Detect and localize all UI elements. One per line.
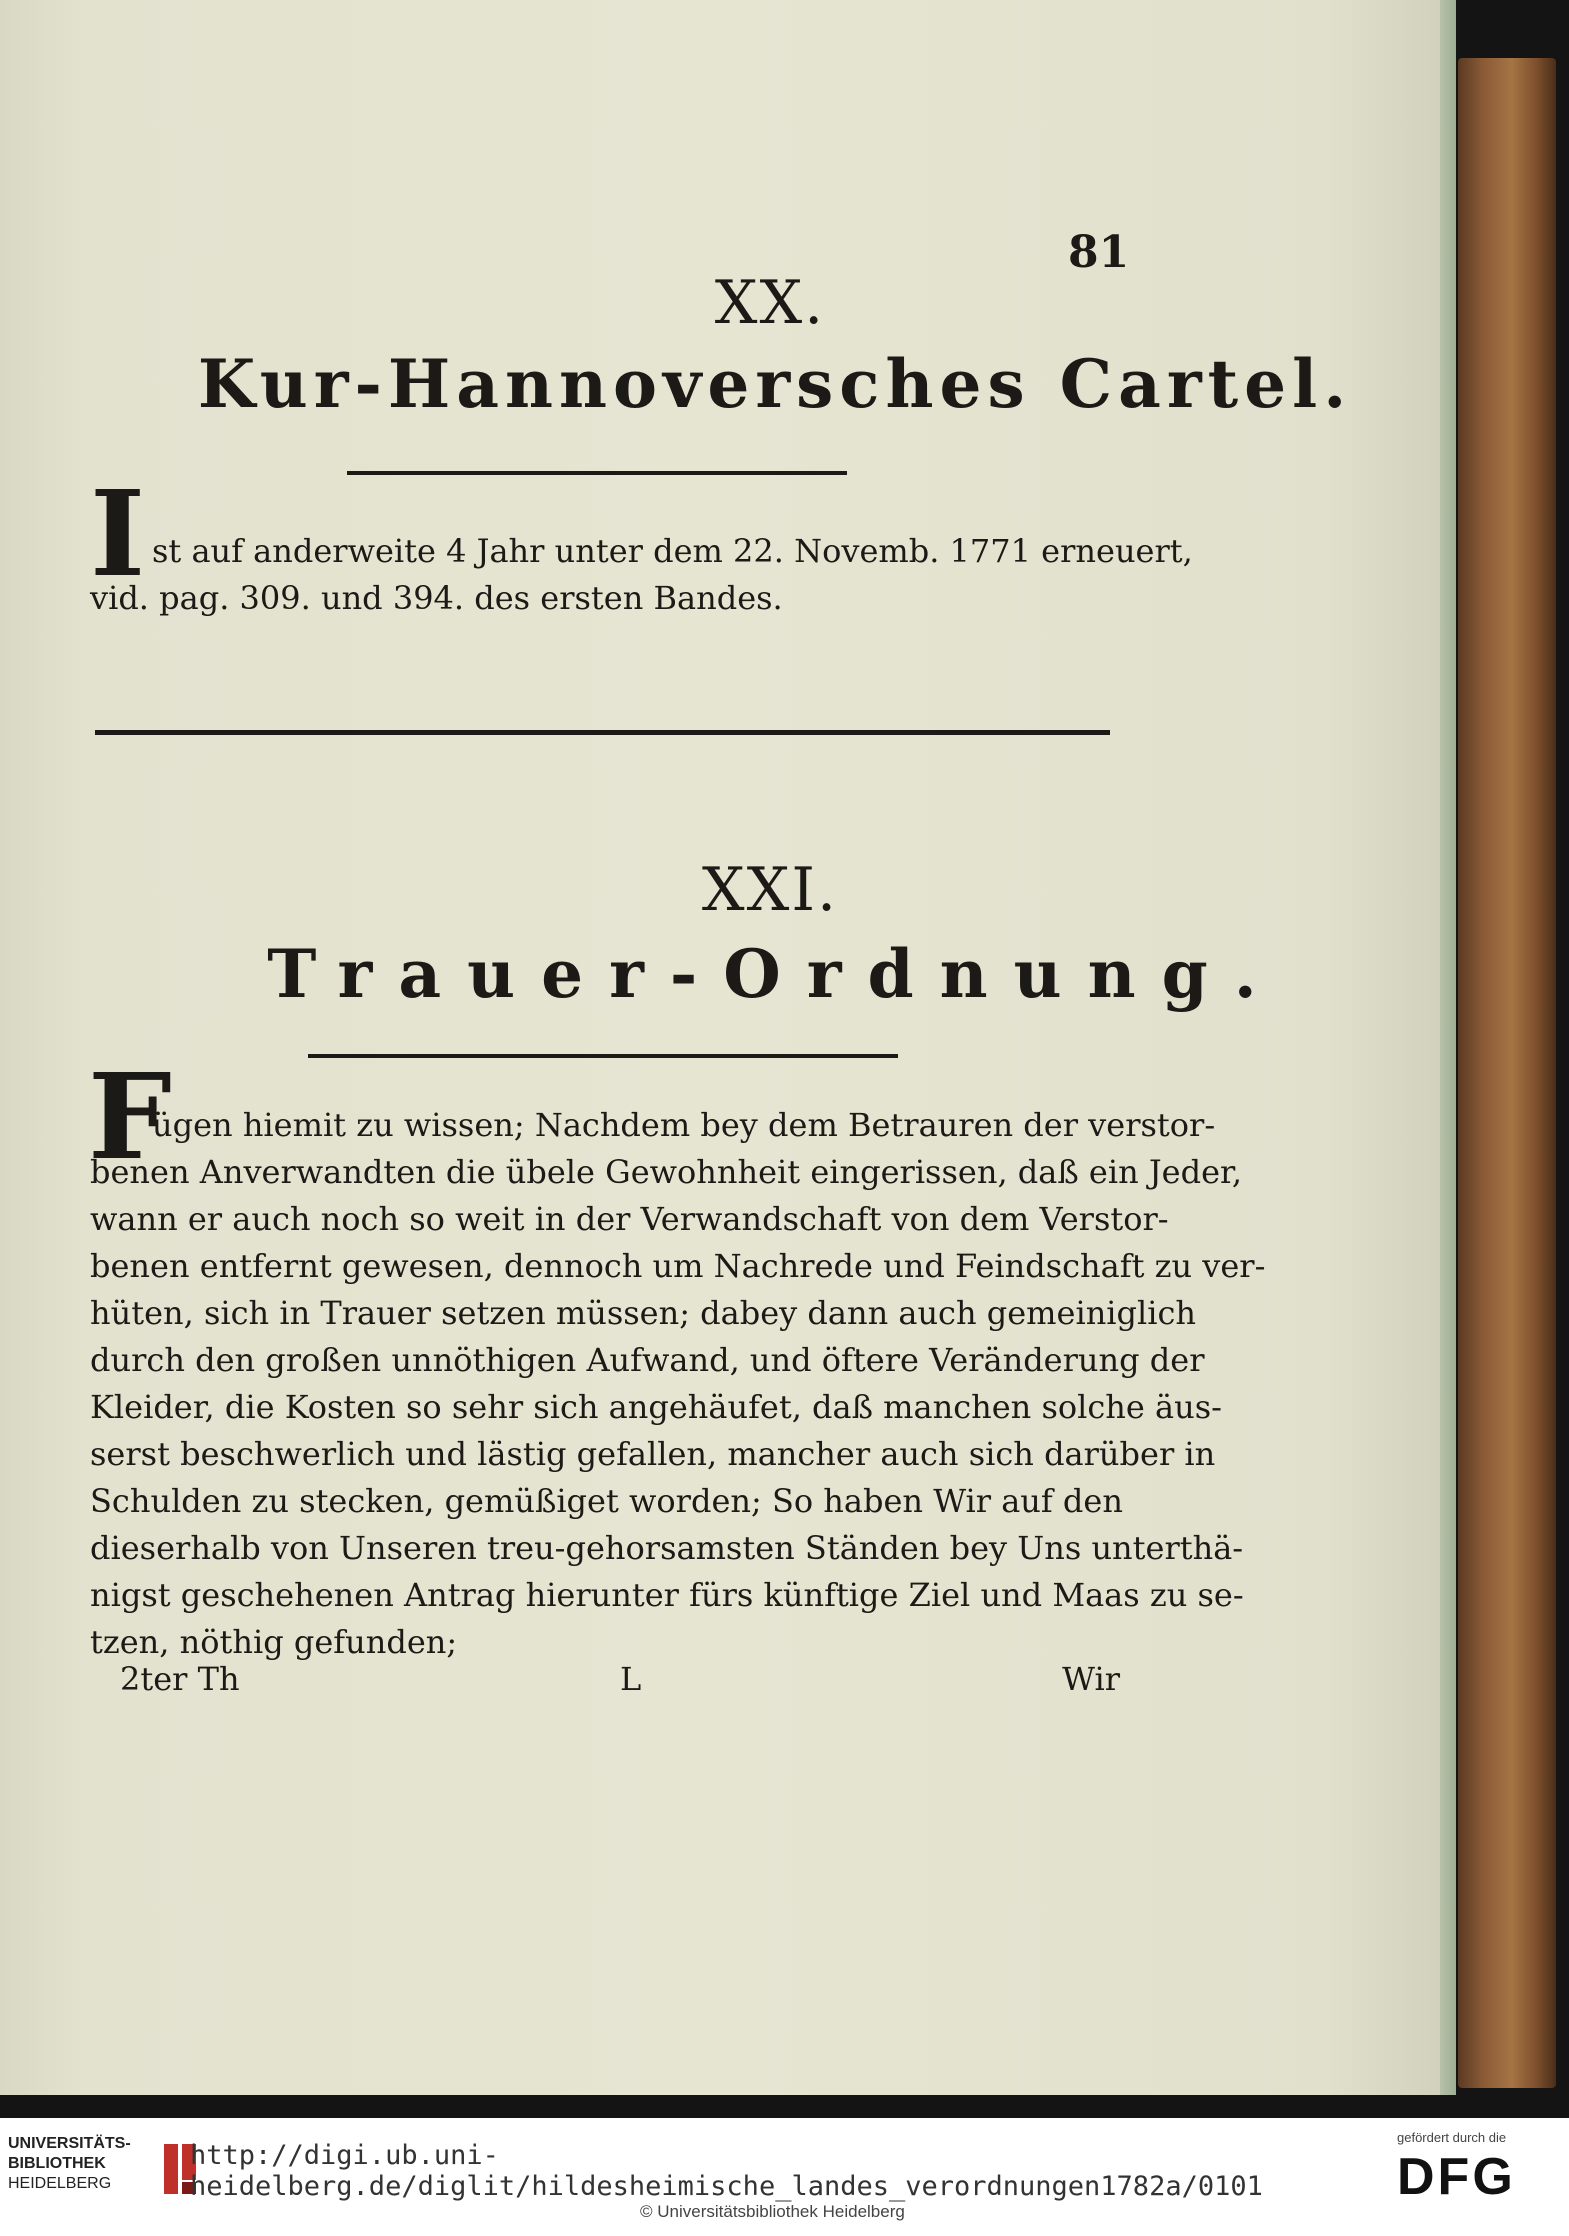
page-number: 81 (1068, 227, 1130, 278)
dfg-logo: DFG (1397, 2148, 1516, 2206)
text-line: nigst geschehenen Antrag hierunter fürs künftige Ziel und Maas zu se- (90, 1576, 1244, 1614)
drop-cap: F (88, 1047, 172, 1186)
text-line: Kleider, die Kosten so sehr sich angehäufet, daß manchen solche äus- (90, 1388, 1222, 1426)
text-line: dieserhalb von Unseren treu-gehorsamsten Ständen bey Uns unterthä- (90, 1529, 1244, 1567)
viewer-footer (0, 2118, 1569, 2236)
heading-rule (308, 1054, 898, 1058)
text-line: serst beschwerlich und lästig gefallen, mancher auch sich darüber in (90, 1435, 1216, 1473)
funding-text: gefördert durch die (1397, 2130, 1507, 2145)
gathering-mark: L (620, 1660, 642, 1698)
section-numeral-xxi: XXI. (701, 855, 839, 925)
funder-block[interactable] (1397, 2130, 1557, 2207)
library-name-line: BIBLIOTHEK (8, 2155, 106, 2172)
section-body-trauer-ordnung (90, 1102, 1266, 1666)
copyright-notice: © Universitätsbibliothek Heidelberg (640, 2202, 905, 2221)
text-line: vid. pag. 309. und 394. des ersten Bandes. (90, 579, 783, 617)
section-heading-trauer-ordnung: Trauer-Ordnung. (267, 935, 1283, 1013)
book-binding (1458, 58, 1556, 2088)
section-body-cartel (90, 528, 1193, 622)
text-line: benen entfernt gewesen, dennoch um Nachrede und Feindschaft zu ver- (90, 1247, 1266, 1285)
signature-mark: 2ter Th (120, 1660, 240, 1698)
text-line: hüten, sich in Trauer setzen müssen; dabey dann auch gemeiniglich (90, 1294, 1197, 1332)
text-line: benen Anverwandten die übele Gewohnheit eingerissen, daß ein Jeder, (90, 1153, 1242, 1191)
catchword: Wir (1062, 1660, 1120, 1698)
permalink-url[interactable]: http://digi.ub.uni-heidelberg.de/diglit/hildesheimische_landes_verordnungen1782a/0101 (190, 2140, 1263, 2202)
heading-rule (347, 471, 847, 475)
drop-cap: I (90, 464, 146, 603)
library-name-line: UNIVERSITÄTS- (8, 2135, 131, 2152)
text-line: st auf anderweite 4 Jahr unter dem 22. Novemb. 1771 erneuert, (152, 532, 1193, 570)
text-line: tzen, nöthig gefunden; (90, 1623, 458, 1661)
catchline (120, 1660, 1120, 1710)
section-heading-cartel: Kur-Hannoversches Cartel. (197, 345, 1353, 423)
section-numeral-xx: XX. (714, 268, 826, 338)
text-line: wann er auch noch so weit in der Verwandschaft von dem Verstor- (90, 1200, 1169, 1238)
text-line: Schulden zu stecken, gemüßiget worden; So haben Wir auf den (90, 1482, 1123, 1520)
library-logo[interactable] (8, 2134, 131, 2194)
library-name-line: HEIDELBERG (8, 2175, 112, 2192)
text-line: durch den großen unnöthigen Aufwand, und öftere Veränderung der (90, 1341, 1205, 1379)
page-edge (1440, 0, 1456, 2095)
section-separator-rule (95, 730, 1110, 735)
text-line: ügen hiemit zu wissen; Nachdem bey dem Betrauren der verstor- (152, 1106, 1216, 1144)
